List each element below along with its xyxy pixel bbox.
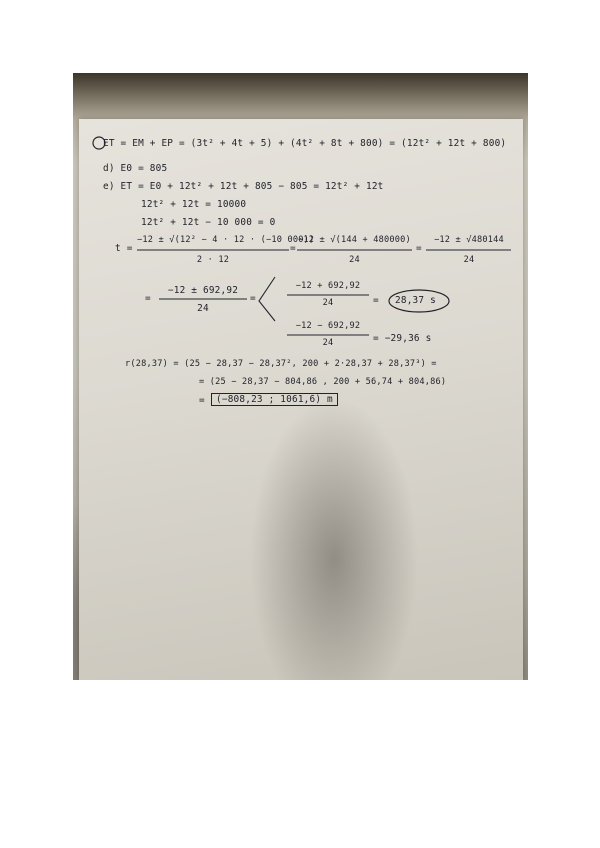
branch-1-denominator: 24 <box>322 298 334 308</box>
fraction-1-numerator: −12 ± √(12² − 4 · 12 · (−10 000)) <box>137 235 315 245</box>
fraction-1-denominator: 2 · 12 <box>196 255 230 265</box>
fraction-2-denominator: 24 <box>349 255 360 265</box>
fraction-4-denominator: 24 <box>197 303 209 314</box>
branch-2-numerator: −12 − 692,92 <box>295 321 361 331</box>
branch-1-numerator: −12 + 692,92 <box>295 281 361 291</box>
fraction-2-numerator: −12 ± √(144 + 480000) <box>298 235 411 245</box>
fraction-4-numerator: −12 ± 692,92 <box>167 285 239 296</box>
equation-2: 12t² + 12t − 10 000 = 0 <box>141 217 276 228</box>
handwritten-page: ET = EM + EP = (3t² + 4t + 5) + (4t² + 8t + 800) = (12t² + 12t + 800) d) E0 = 805 e) ET = E0 + 12t² + 12t + 805 − 805 = 12t² + 12t 12t² + 12t = 10000 12t² + 12t − 10 000 = 0 t = −12 ± √(12² − 4 · 12 · (−10 000)) 2 · 12 = −12 ± √(144 + 480000) 24 = −12 ± √480144 24 = −12 ± 692,92 24 = −12 + 692,92 24 = 28,37 s −12 − 692,92 24 = −29,36 s r(28,37) = (25 − 28,37 − 28,37², 200 + 2·28,37 + 28,37³) = = (25 − 28,37 − 804,86 , 200 + 56,74 + 804,86) = (−808,23 ; 1061,6) m <box>79 119 523 680</box>
position-result: (−808,23 ; 1061,6) m <box>211 393 338 406</box>
position-line-1: r(28,37) = (25 − 28,37 − 28,37², 200 + 2·28,37 + 28,37³) = <box>125 359 437 369</box>
branch-2-denominator: 24 <box>322 338 334 348</box>
branch-2-result: = −29,36 s <box>373 333 432 344</box>
line-d: d) E0 = 805 <box>103 163 168 174</box>
fraction-3-denominator: 24 <box>463 255 475 265</box>
t-label: t = <box>115 243 133 254</box>
position-line-2: = (25 − 28,37 − 804,86 , 200 + 56,74 + 804,86) <box>199 377 447 387</box>
fraction-3-numerator: −12 ± √480144 <box>434 235 504 245</box>
branch-1-result: 28,37 s <box>395 295 436 306</box>
equation-1: 12t² + 12t = 10000 <box>141 199 247 210</box>
document-photo <box>73 73 528 680</box>
line-e: e) ET = E0 + 12t² + 12t + 805 − 805 = 12t² + 12t <box>103 181 384 192</box>
line-c: ET = EM + EP = (3t² + 4t + 5) + (4t² + 8t + 800) = (12t² + 12t + 800) <box>103 138 507 149</box>
